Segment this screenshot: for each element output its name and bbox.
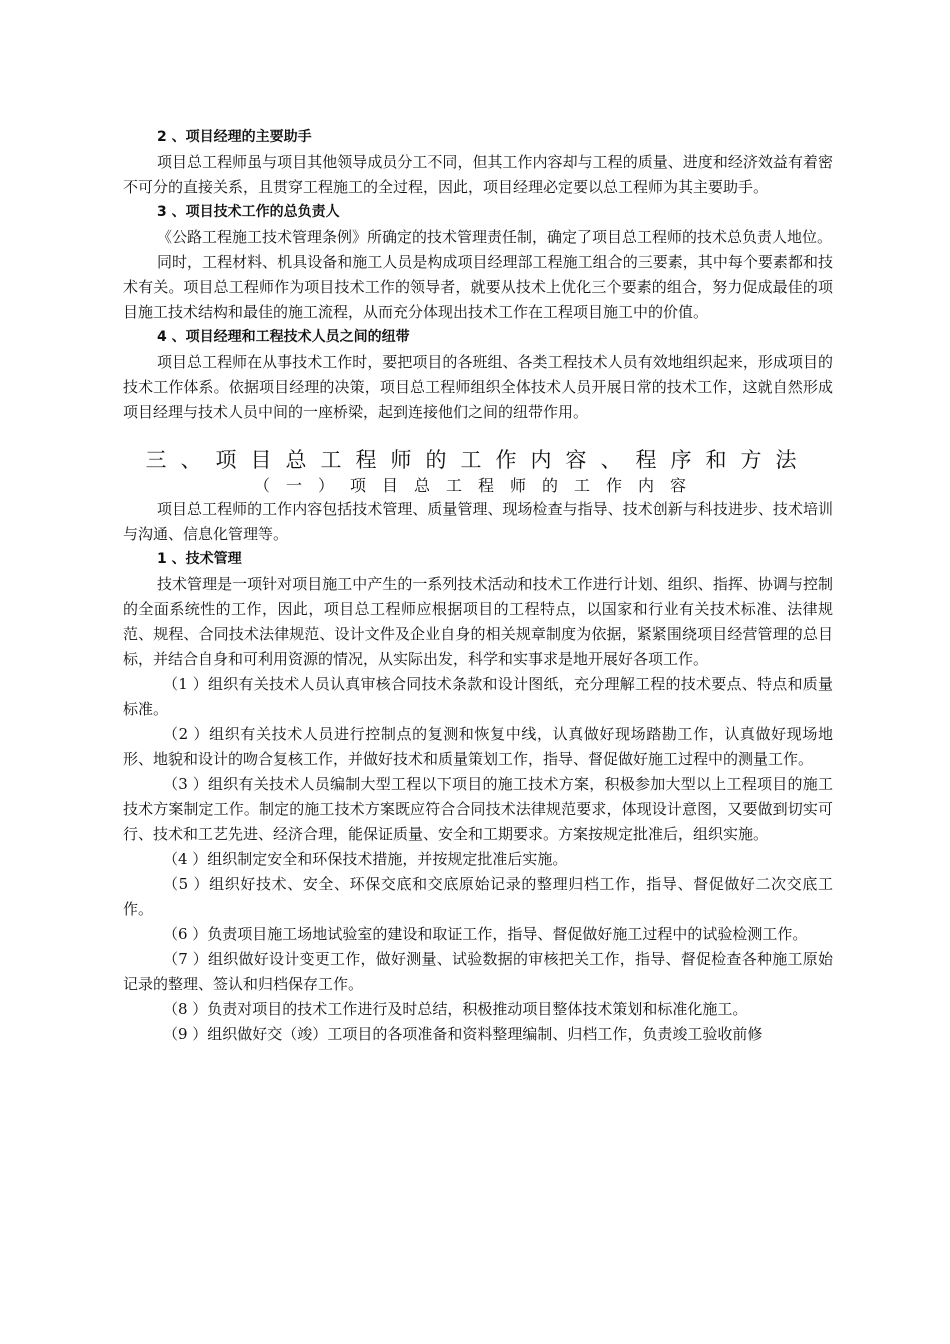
heading-role-tech-lead: 3 、项目技术工作的总负责人 (157, 204, 340, 220)
list-item: （8 ）负责对项目的技术工作进行及时总结，积极推动项目整体技术策划和标准化施工。 (163, 1000, 748, 1018)
section-title: 三、项目总工程师的工作内容、程序和方法 (145, 448, 811, 472)
heading-role-assistant: 2 、项目经理的主要助手 (157, 129, 312, 145)
list-item: （6 ）负责项目施工场地试验室的建设和取证工作，指导、督促做好施工过程中的试验检测工作。 (163, 925, 808, 943)
document-body (123, 125, 833, 1047)
subsection-title: （一）项目总工程师的工作内容 (253, 476, 702, 495)
paragraph: 《公路工程施工技术管理条例》所确定的技术管理责任制，确定了项目总工程师的技术总负责人地位。 (157, 228, 833, 246)
list-item: （1 ）组织有关技术人员认真审核合同技术条款和设计图纸，充分理解工程的技术要点、特点和质量标准。 (123, 675, 833, 718)
list-item: （5 ）组织好技术、安全、环保交底和交底原始记录的整理归档工作，指导、督促做好二次交底工作。 (123, 875, 833, 918)
list-item: （7 ）组织做好设计变更工作，做好测量、试验数据的审核把关工作，指导、督促检查各种施工原始记录的整理、签认和归档保存工作。 (123, 950, 833, 993)
list-item: （3 ）组织有关技术人员编制大型工程以下项目的施工技术方案，积极参加大型以上工程项目的施工技术方案制定工作。制定的施工技术方案既应符合合同技术法律规范要求，体现设计意图，又要做到切实可行、技术和工艺先进、经济合理，能保证质量、安全和工期要求。方案按规定批准后，组织实施。 (123, 775, 833, 843)
list-item: （9 ）组织做好交（竣）工项目的各项准备和资料整理编制、归档工作，负责竣工验收前修 (163, 1025, 763, 1043)
list-item: （4 ）组织制定安全和环保技术措施，并按规定批准后实施。 (163, 850, 568, 868)
paragraph: 项目总工程师在从事技术工作时，要把项目的各班组、各类工程技术人员有效地组织起来，形成项目的技术工作体系。依据项目经理的决策，项目总工程师组织全体技术人员开展日常的技术工作，这就自然形成项目经理与技术人员中间的一座桥梁，起到连接他们之间的纽带作用。 (123, 353, 833, 421)
paragraph: 项目总工程师的工作内容包括技术管理、质量管理、现场检查与指导、技术创新与科技进步、技术培训与沟通、信息化管理等。 (123, 500, 833, 543)
list-item: （2 ）组织有关技术人员进行控制点的复测和恢复中线，认真做好现场踏勘工作，认真做好现场地形、地貌和设计的吻合复核工作，并做好技术和质量策划工作，指导、督促做好施工过程中的测量工作。 (123, 725, 833, 768)
paragraph: 项目总工程师虽与项目其他领导成员分工不同，但其工作内容却与工程的质量、进度和经济效益有着密不可分的直接关系，且贯穿工程施工的全过程，因此，项目经理必定要以总工程师为其主要助手。 (123, 153, 833, 196)
heading-role-link: 4 、项目经理和工程技术人员之间的纽带 (157, 329, 410, 345)
heading-tech-management: 1 、技术管理 (157, 551, 242, 567)
paragraph: 同时，工程材料、机具设备和施工人员是构成项目经理部工程施工组合的三要素，其中每个要素都和技术有关。项目总工程师作为项目技术工作的领导者，就要从技术上优化三个要素的组合，努力促成最佳的项目施工技术结构和最佳的施工流程，从而充分体现出技术工作在工程项目施工中的价值。 (123, 253, 833, 321)
paragraph: 技术管理是一项针对项目施工中产生的一系列技术活动和技术工作进行计划、组织、指挥、协调与控制的全面系统性的工作，因此，项目总工程师应根据项目的工程特点，以国家和行业有关技术标准、法律规范、规程、合同技术法律规范、设计文件及企业自身的相关规章制度为依据，紧紧围绕项目经营管理的总目标，并结合自身和可利用资源的情况，从实际出发，科学和实事求是地开展好各项工作。 (123, 575, 833, 668)
